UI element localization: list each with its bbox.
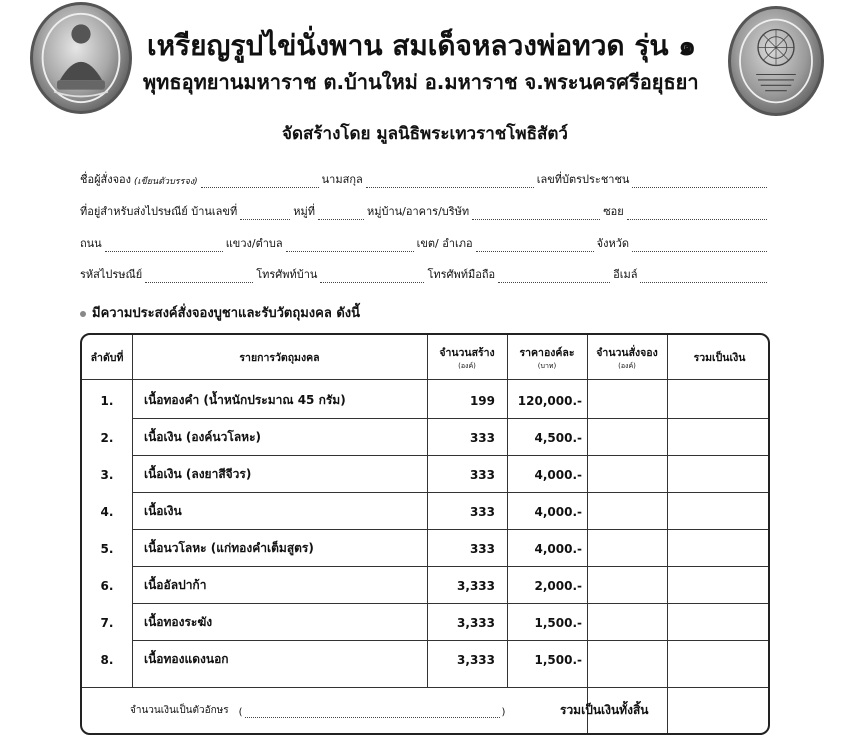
row-item: เนื้อเงิน (องค์นวโลหะ) xyxy=(144,430,262,444)
table-row xyxy=(82,419,768,456)
organizer-line: จัดสร้างโดย มูลนิธิพระเทวราชโพธิสัตว์ xyxy=(282,124,568,144)
order-qty-field[interactable] xyxy=(587,641,667,678)
close-paren: ) xyxy=(501,707,506,718)
row-number: 4. xyxy=(100,504,114,519)
row-number: 7. xyxy=(100,615,114,630)
surname-label: นามสกุล xyxy=(321,173,363,186)
road-field[interactable] xyxy=(105,241,223,252)
order-qty-field[interactable] xyxy=(587,493,667,530)
order-qty-field[interactable] xyxy=(587,604,667,641)
row-made-qty: 3,333 xyxy=(457,615,495,630)
village-field[interactable] xyxy=(472,209,600,220)
row-made-qty: 333 xyxy=(469,467,495,482)
order-qty-field[interactable] xyxy=(587,456,667,493)
order-table xyxy=(80,333,770,735)
row-item: เนื้อทองคำ (น้ำหนักประมาณ 45 กรัม) xyxy=(144,393,346,407)
row-number: 6. xyxy=(100,578,114,593)
id-label: เลขที่บัตรประชาชน xyxy=(536,173,630,186)
district-label: เขต/ อำเภอ xyxy=(416,237,473,250)
row-price: 4,500.- xyxy=(534,430,582,445)
id-field[interactable] xyxy=(632,177,767,188)
moo-label: หมู่ที่ xyxy=(293,205,315,218)
amount-words-label: จำนวนเงินเป็นตัวอักษร xyxy=(130,705,229,716)
row-price: 4,000.- xyxy=(534,467,582,482)
village-label: หมู่บ้าน/อาคาร/บริษัท xyxy=(366,205,470,218)
name-hint: (เขียนตัวบรรจง) xyxy=(134,177,198,187)
header-total: รวมเป็นเงิน xyxy=(693,352,746,364)
row-item: เนื้อทองแดงนอก xyxy=(144,652,229,666)
row-number: 1. xyxy=(100,393,114,408)
amount-words-field[interactable] xyxy=(245,708,500,718)
row-number: 8. xyxy=(100,652,114,667)
row-made-qty: 3,333 xyxy=(457,652,495,667)
email-label: อีเมล์ xyxy=(613,268,638,281)
row-price: 1,500.- xyxy=(534,652,582,667)
table-row xyxy=(82,456,768,493)
postcode-field[interactable] xyxy=(145,272,253,283)
homephone-label: โทรศัพท์บ้าน xyxy=(256,268,318,281)
row-item: เนื้ออัลปาก้า xyxy=(144,578,207,592)
row-price: 120,000.- xyxy=(517,393,582,408)
soi-field[interactable] xyxy=(627,209,767,220)
row-total-field[interactable] xyxy=(667,456,770,493)
header-price: ราคาองค์ละ (บาท) xyxy=(519,346,575,370)
amulet-front-image xyxy=(30,2,132,114)
row-price: 4,000.- xyxy=(534,541,582,556)
order-qty-field[interactable] xyxy=(587,567,667,604)
section-heading-text: มีความประสงค์สั่งจองบูชาและรับวัตถุมงคล ดังนี้ xyxy=(92,306,361,321)
row-made-qty: 199 xyxy=(469,393,495,408)
section-heading xyxy=(80,302,360,323)
row-made-qty: 333 xyxy=(469,504,495,519)
row-price: 4,000.- xyxy=(534,504,582,519)
row-number: 2. xyxy=(100,430,114,445)
district-field[interactable] xyxy=(476,241,594,252)
open-paren: ( xyxy=(238,707,243,718)
row-made-qty: 333 xyxy=(469,541,495,556)
table-row xyxy=(82,641,768,678)
row-made-qty: 3,333 xyxy=(457,578,495,593)
surname-field[interactable] xyxy=(366,177,534,188)
email-field[interactable] xyxy=(640,272,767,283)
table-row xyxy=(82,493,768,530)
row-total-field[interactable] xyxy=(667,641,770,678)
table-row xyxy=(82,530,768,567)
order-qty-field[interactable] xyxy=(587,382,667,419)
form-row-road xyxy=(80,236,770,252)
name-label: ชื่อผู้สั่งจอง xyxy=(80,173,132,186)
grand-total-label: รวมเป็นเงินทั้งสิ้น xyxy=(560,703,649,717)
row-item: เนื้อเงิน xyxy=(144,504,182,518)
subdistrict-label: แขวง/ตำบล xyxy=(225,237,283,250)
row-price: 1,500.- xyxy=(534,615,582,630)
table-row xyxy=(82,567,768,604)
row-total-field[interactable] xyxy=(667,419,770,456)
subdistrict-field[interactable] xyxy=(286,241,414,252)
row-total-field[interactable] xyxy=(667,493,770,530)
form-row-contact xyxy=(80,267,770,283)
amulet-back-image xyxy=(728,6,824,116)
row-total-field[interactable] xyxy=(667,604,770,641)
province-field[interactable] xyxy=(632,241,767,252)
row-item: เนื้อเงิน (ลงยาสีจีวร) xyxy=(144,467,252,481)
table-row xyxy=(82,382,768,419)
row-item: เนื้อนวโลหะ (แก่ทองคำเต็มสูตร) xyxy=(144,541,314,555)
row-number: 5. xyxy=(100,541,114,556)
header-made: จำนวนสร้าง (องค์) xyxy=(439,346,495,370)
house-no-field[interactable] xyxy=(240,209,290,220)
order-qty-field[interactable] xyxy=(587,419,667,456)
postcode-label: รหัสไปรษณีย์ xyxy=(80,268,143,281)
homephone-field[interactable] xyxy=(320,272,424,283)
table-row xyxy=(82,604,768,641)
row-total-field[interactable] xyxy=(667,530,770,567)
soi-label: ซอย xyxy=(603,205,624,218)
header-order: จำนวนสั่งจอง (องค์) xyxy=(596,346,658,370)
amount-in-words xyxy=(130,703,505,718)
road-label: ถนน xyxy=(80,237,102,250)
row-total-field[interactable] xyxy=(667,567,770,604)
form-row-address xyxy=(80,204,770,220)
order-qty-field[interactable] xyxy=(587,530,667,567)
mobile-label: โทรศัพท์มือถือ xyxy=(427,268,496,281)
page-title: เหรียญรูปไข่นั่งพาน สมเด็จหลวงพ่อทวด รุ่น ๑ xyxy=(147,29,697,62)
mobile-field[interactable] xyxy=(498,272,610,283)
header-no: ลำดับที่ xyxy=(90,352,124,364)
header-item: รายการวัตถุมงคล xyxy=(239,352,320,364)
row-price: 2,000.- xyxy=(534,578,582,593)
bullet-icon xyxy=(80,311,86,317)
page-subtitle: พุทธอุทยานมหาราช ต.บ้านใหม่ อ.มหาราช จ.พระนครศรีอยุธยา xyxy=(143,70,699,94)
table-header xyxy=(82,335,768,380)
row-made-qty: 333 xyxy=(469,430,495,445)
address-label: ที่อยู่สำหรับส่งไปรษณีย์ บ้านเลขที่ xyxy=(80,205,238,218)
row-item: เนื้อทองระฆัง xyxy=(144,615,213,629)
form-row-name xyxy=(80,172,770,188)
row-total-field[interactable] xyxy=(667,382,770,419)
table-footer xyxy=(82,687,768,733)
moo-field[interactable] xyxy=(318,209,364,220)
name-field[interactable] xyxy=(201,177,319,188)
row-number: 3. xyxy=(100,467,114,482)
province-label: จังหวัด xyxy=(596,237,630,250)
